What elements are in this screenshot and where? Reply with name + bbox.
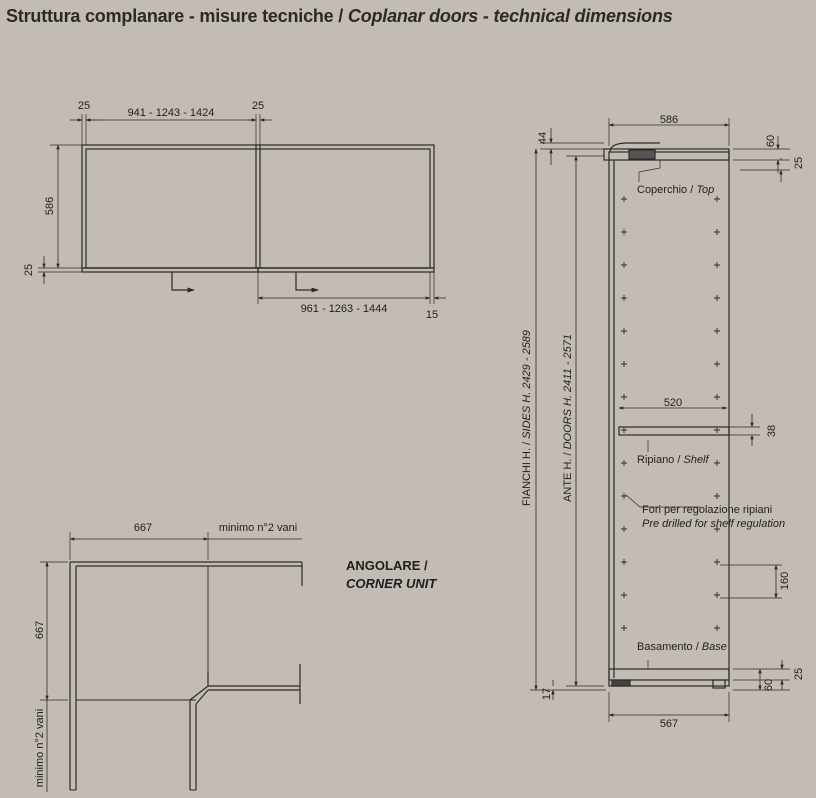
plan-dim-width: 941 - 1243 - 1424 xyxy=(127,107,215,119)
shelf-hole xyxy=(621,592,627,598)
section-shelf-label: Ripiano / Shelf xyxy=(637,454,709,466)
section-holes-label-en: Pre drilled for shelf regulation xyxy=(642,518,786,530)
shelf-hole xyxy=(714,361,720,367)
plan-dimensions xyxy=(23,100,438,321)
shelf-hole xyxy=(714,427,720,433)
corner-min-bays-top: minimo n°2 vani xyxy=(218,522,298,534)
plan-dim-overhang: 15 xyxy=(425,309,439,321)
section-foot-left xyxy=(612,680,630,686)
section-top-hinge xyxy=(629,150,655,159)
shelf-hole xyxy=(714,592,720,598)
shelf-hole xyxy=(621,427,627,433)
shelf-hole xyxy=(714,394,720,400)
shelf-hole xyxy=(714,196,720,202)
section-dim-hole-pitch: 160 xyxy=(779,571,791,591)
shelf-hole xyxy=(621,394,627,400)
plan-view xyxy=(38,114,446,304)
corner-view xyxy=(40,532,302,792)
plan-dim-door-thk: 25 xyxy=(23,263,35,277)
section-dim-top-width: 586 xyxy=(659,114,679,126)
section-foot-right xyxy=(713,680,725,688)
section-holes-label: Fori per regolazione ripiani xyxy=(642,504,773,516)
section-top-cover xyxy=(604,149,729,160)
section-top-label: Coperchio / Top xyxy=(637,184,715,196)
section-sides-label: FIANCHI H. / SIDES H. 2429 - 2589 xyxy=(521,329,533,507)
shelf-hole xyxy=(714,559,720,565)
shelf-hole xyxy=(621,328,627,334)
section-shelf xyxy=(619,427,729,435)
plan-door-arrow-left xyxy=(172,272,194,290)
section-dim-shelf-thk: 38 xyxy=(766,424,778,438)
shelf-hole xyxy=(714,295,720,301)
section-dim-44: 44 xyxy=(537,131,549,145)
shelf-hole xyxy=(714,625,720,631)
corner-diagonal-inner xyxy=(196,690,208,704)
section-dim-60-top: 60 xyxy=(765,134,777,148)
plan-dim-door-width: 961 - 1263 - 1444 xyxy=(300,303,388,315)
plan-outer-frame xyxy=(82,145,434,268)
shelf-hole xyxy=(621,460,627,466)
shelf-hole xyxy=(714,328,720,334)
title-english: Coplanar doors - technical dimensions xyxy=(347,6,673,26)
section-base-label: Basamento / Base xyxy=(637,641,727,653)
plan-dim-left: 25 xyxy=(77,100,91,112)
shelf-hole xyxy=(621,196,627,202)
shelf-hole xyxy=(621,229,627,235)
plan-inner-frame xyxy=(86,149,430,268)
section-doors-label: ANTE H. / DOORS H. 2411 - 2571 xyxy=(562,334,574,502)
plan-door-left xyxy=(82,268,258,272)
corner-dim-667-top: 667 xyxy=(133,522,153,534)
shelf-hole xyxy=(621,526,627,532)
shelf-hole xyxy=(714,229,720,235)
section-base xyxy=(609,669,729,680)
corner-label-italian: ANGOLARE / xyxy=(346,558,428,573)
section-dim-bottom-width: 567 xyxy=(659,718,679,730)
shelf-hole xyxy=(714,460,720,466)
shelf-hole xyxy=(621,625,627,631)
corner-min-bays-side: minimo n°2 vani xyxy=(34,708,46,788)
shelf-hole xyxy=(621,295,627,301)
corner-dim-667-side: 667 xyxy=(34,620,46,640)
section-dim-60-bottom: 60 xyxy=(763,678,775,692)
shelf-hole xyxy=(714,493,720,499)
plan-door-arrow-right xyxy=(296,272,318,290)
corner-right-edge xyxy=(208,672,300,686)
section-dim-17: 17 xyxy=(541,687,553,701)
section-dim-shelf-width: 520 xyxy=(663,397,683,409)
section-dim-25-top: 25 xyxy=(793,156,805,170)
shelf-hole xyxy=(621,559,627,565)
plan-door-right xyxy=(258,268,434,272)
plan-dim-depth: 586 xyxy=(44,196,56,216)
shelf-hole xyxy=(621,361,627,367)
shelf-hole xyxy=(714,262,720,268)
corner-label-english: CORNER UNIT xyxy=(346,576,437,591)
shelf-hole xyxy=(621,262,627,268)
shelf-hole xyxy=(621,493,627,499)
section-dimensions xyxy=(521,114,805,730)
title-italian: Struttura complanare - misure tecniche / xyxy=(6,6,348,26)
shelf-holes xyxy=(621,196,720,631)
section-dim-25-bottom: 25 xyxy=(793,667,805,681)
plan-dim-right: 25 xyxy=(251,100,265,112)
